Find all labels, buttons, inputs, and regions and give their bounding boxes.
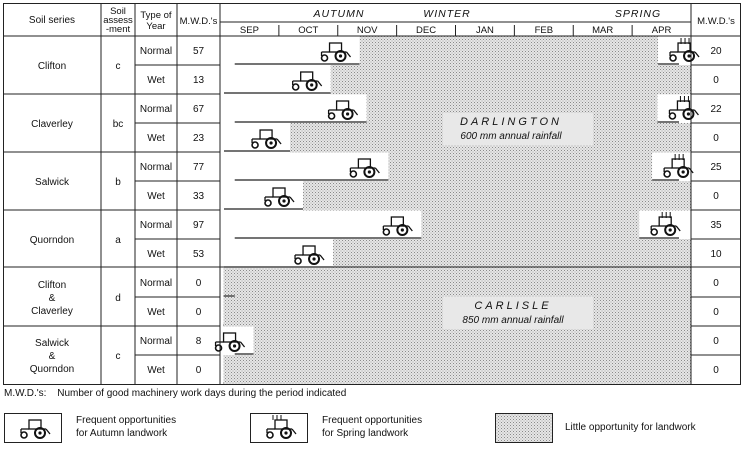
type-of-year-value: Normal xyxy=(139,278,173,289)
mwd-autumn-value: 0 xyxy=(195,307,202,318)
little-opportunity-area xyxy=(360,36,658,66)
soil-assessment-value: bc xyxy=(112,119,124,130)
little-opportunity-area xyxy=(254,326,691,356)
mwd-autumn-value: 8 xyxy=(195,336,202,347)
mwd-spring-value: 0 xyxy=(713,307,719,318)
mwd-spring-value: 25 xyxy=(710,162,722,173)
season-winter: WINTER xyxy=(423,8,471,20)
machinery-work-days-chart xyxy=(3,3,741,385)
type-of-year-value: Wet xyxy=(147,249,165,260)
month-sep: SEP xyxy=(239,25,259,36)
soil-series-label: Salwick xyxy=(35,177,69,188)
header-mwd-left: M.W.D.'s xyxy=(179,16,218,27)
region-darlington xyxy=(443,113,593,145)
little-opportunity-legend-box xyxy=(495,413,553,443)
header-soil-series: Soil series xyxy=(28,15,76,26)
mwd-autumn-value: 97 xyxy=(192,220,205,231)
mwd-autumn-value: 0 xyxy=(195,278,202,289)
tractor-with-plough-icon xyxy=(295,246,324,264)
region-carlisle-name: CARLISLE xyxy=(474,300,552,312)
header-type-of-year-1: Type of xyxy=(140,10,172,21)
soil-series-label: Clifton xyxy=(37,280,67,291)
tractor-with-plough-icon xyxy=(252,130,281,148)
mwd-spring-value: 0 xyxy=(713,336,719,347)
type-of-year-value: Wet xyxy=(147,75,165,86)
soil-series-label: Quorndon xyxy=(29,364,75,375)
soil-series-label: Salwick xyxy=(35,338,69,349)
mwd-spring-value: 0 xyxy=(713,133,719,144)
mwd-autumn-value: 23 xyxy=(192,133,205,144)
tractor-with-plough-icon xyxy=(293,72,322,90)
header-assessment-1: Soil xyxy=(110,6,126,17)
season-spring: SPRING xyxy=(614,8,662,20)
little-opportunity-area xyxy=(388,152,652,182)
little-opportunity-area xyxy=(421,210,639,240)
mwd-autumn-value: 77 xyxy=(192,162,205,173)
mwd-spring-value: 35 xyxy=(710,220,722,231)
soil-series-label: & xyxy=(48,293,56,304)
tractor-with-drill-icon xyxy=(669,101,698,119)
little-opportunity-area xyxy=(331,65,691,95)
type-of-year-value: Normal xyxy=(139,162,173,173)
month-apr: APR xyxy=(651,25,672,36)
mwd-key: M.W.D.'s: xyxy=(4,388,47,399)
spring-legend-line1: Frequent opportunities xyxy=(322,415,423,426)
month-nov: NOV xyxy=(356,25,378,36)
soil-assessment-value: c xyxy=(115,61,121,72)
tractor-with-plough-icon xyxy=(265,188,294,206)
mwd-spring-value: 22 xyxy=(710,104,722,115)
soil-series-label: Claverley xyxy=(31,119,73,130)
mwd-legend xyxy=(4,388,346,399)
region-darlington-name: DARLINGTON xyxy=(460,116,562,128)
type-of-year-value: Normal xyxy=(139,46,173,57)
mwd-spring-value: 20 xyxy=(710,46,722,57)
type-of-year-value: Normal xyxy=(139,220,173,231)
autumn-legend-text xyxy=(76,414,176,440)
region-darlington-rainfall: 600 mm annual rainfall xyxy=(460,131,562,142)
tractor-with-drill-icon xyxy=(651,217,680,235)
soil-assessment-value: c xyxy=(115,351,121,362)
mwd-spring-value: 0 xyxy=(713,365,719,376)
month-header xyxy=(240,25,672,36)
soil-assessment-value: b xyxy=(115,177,121,188)
autumn-legend-box xyxy=(4,413,62,443)
little-opportunity-area xyxy=(333,239,691,268)
mwd-spring-value: 0 xyxy=(713,75,719,86)
header-assessment-3: -ment xyxy=(105,24,131,35)
soil-assessment-value: a xyxy=(115,235,121,246)
mwd-autumn-value: 13 xyxy=(192,75,205,86)
little-opportunity-area xyxy=(303,181,691,211)
type-of-year-value: Wet xyxy=(147,307,165,318)
tractor-with-plough-icon xyxy=(329,101,358,119)
autumn-legend-line2: for Autumn landwork xyxy=(76,428,168,439)
month-dec: DEC xyxy=(416,25,437,36)
tractor-with-drill-icon xyxy=(670,43,699,61)
month-jan: JAN xyxy=(475,25,494,36)
type-of-year-value: Normal xyxy=(139,336,173,347)
mwd-autumn-value: 33 xyxy=(192,191,205,202)
spring-legend-line2: for Spring landwork xyxy=(322,428,409,439)
soil-series-label: Clifton xyxy=(37,61,67,72)
header-mwd-right: M.W.D.'s xyxy=(697,16,735,27)
little-opportunity-legend-text: Little opportunity for landwork xyxy=(565,422,696,433)
mwd-spring-value: 0 xyxy=(713,191,719,202)
header-assessment-2: assess xyxy=(103,15,133,26)
mwd-autumn-value: 0 xyxy=(195,365,202,376)
mwd-description: Number of good machinery work days during the period indicated xyxy=(57,388,347,399)
mwd-spring-value: 10 xyxy=(710,249,722,260)
header-type-of-year-2: Year xyxy=(146,21,166,32)
type-of-year-value: Normal xyxy=(139,104,173,115)
spring-legend-box xyxy=(250,413,308,443)
tractor-with-plough-icon xyxy=(322,43,351,61)
mwd-autumn-value: 57 xyxy=(192,46,205,57)
soil-assessment-value: d xyxy=(115,293,121,304)
tractor-with-plough-icon xyxy=(383,217,412,235)
type-of-year-value: Wet xyxy=(147,191,165,202)
type-of-year-value: Wet xyxy=(147,133,165,144)
spring-legend-text xyxy=(322,414,422,440)
region-carlisle xyxy=(443,297,593,329)
type-of-year-value: Wet xyxy=(147,365,165,376)
tractor-with-plough-icon xyxy=(350,159,379,177)
mwd-autumn-value: 67 xyxy=(192,104,205,115)
soil-series-label: & xyxy=(48,351,56,362)
season-autumn: AUTUMN xyxy=(313,8,365,20)
autumn-legend-line1: Frequent opportunities xyxy=(76,415,177,426)
month-feb: FEB xyxy=(534,25,554,36)
tractor-with-drill-icon xyxy=(664,159,693,177)
region-carlisle-rainfall: 850 mm annual rainfall xyxy=(462,315,564,326)
little-opportunity-area xyxy=(224,268,691,298)
little-opportunity-area xyxy=(224,355,691,385)
mwd-autumn-value: 53 xyxy=(192,249,205,260)
soil-series-label: Quorndon xyxy=(29,235,75,246)
soil-series-label: Claverley xyxy=(31,306,73,317)
month-oct: OCT xyxy=(298,25,319,36)
month-mar: MAR xyxy=(592,25,614,36)
mwd-spring-value: 0 xyxy=(713,278,719,289)
